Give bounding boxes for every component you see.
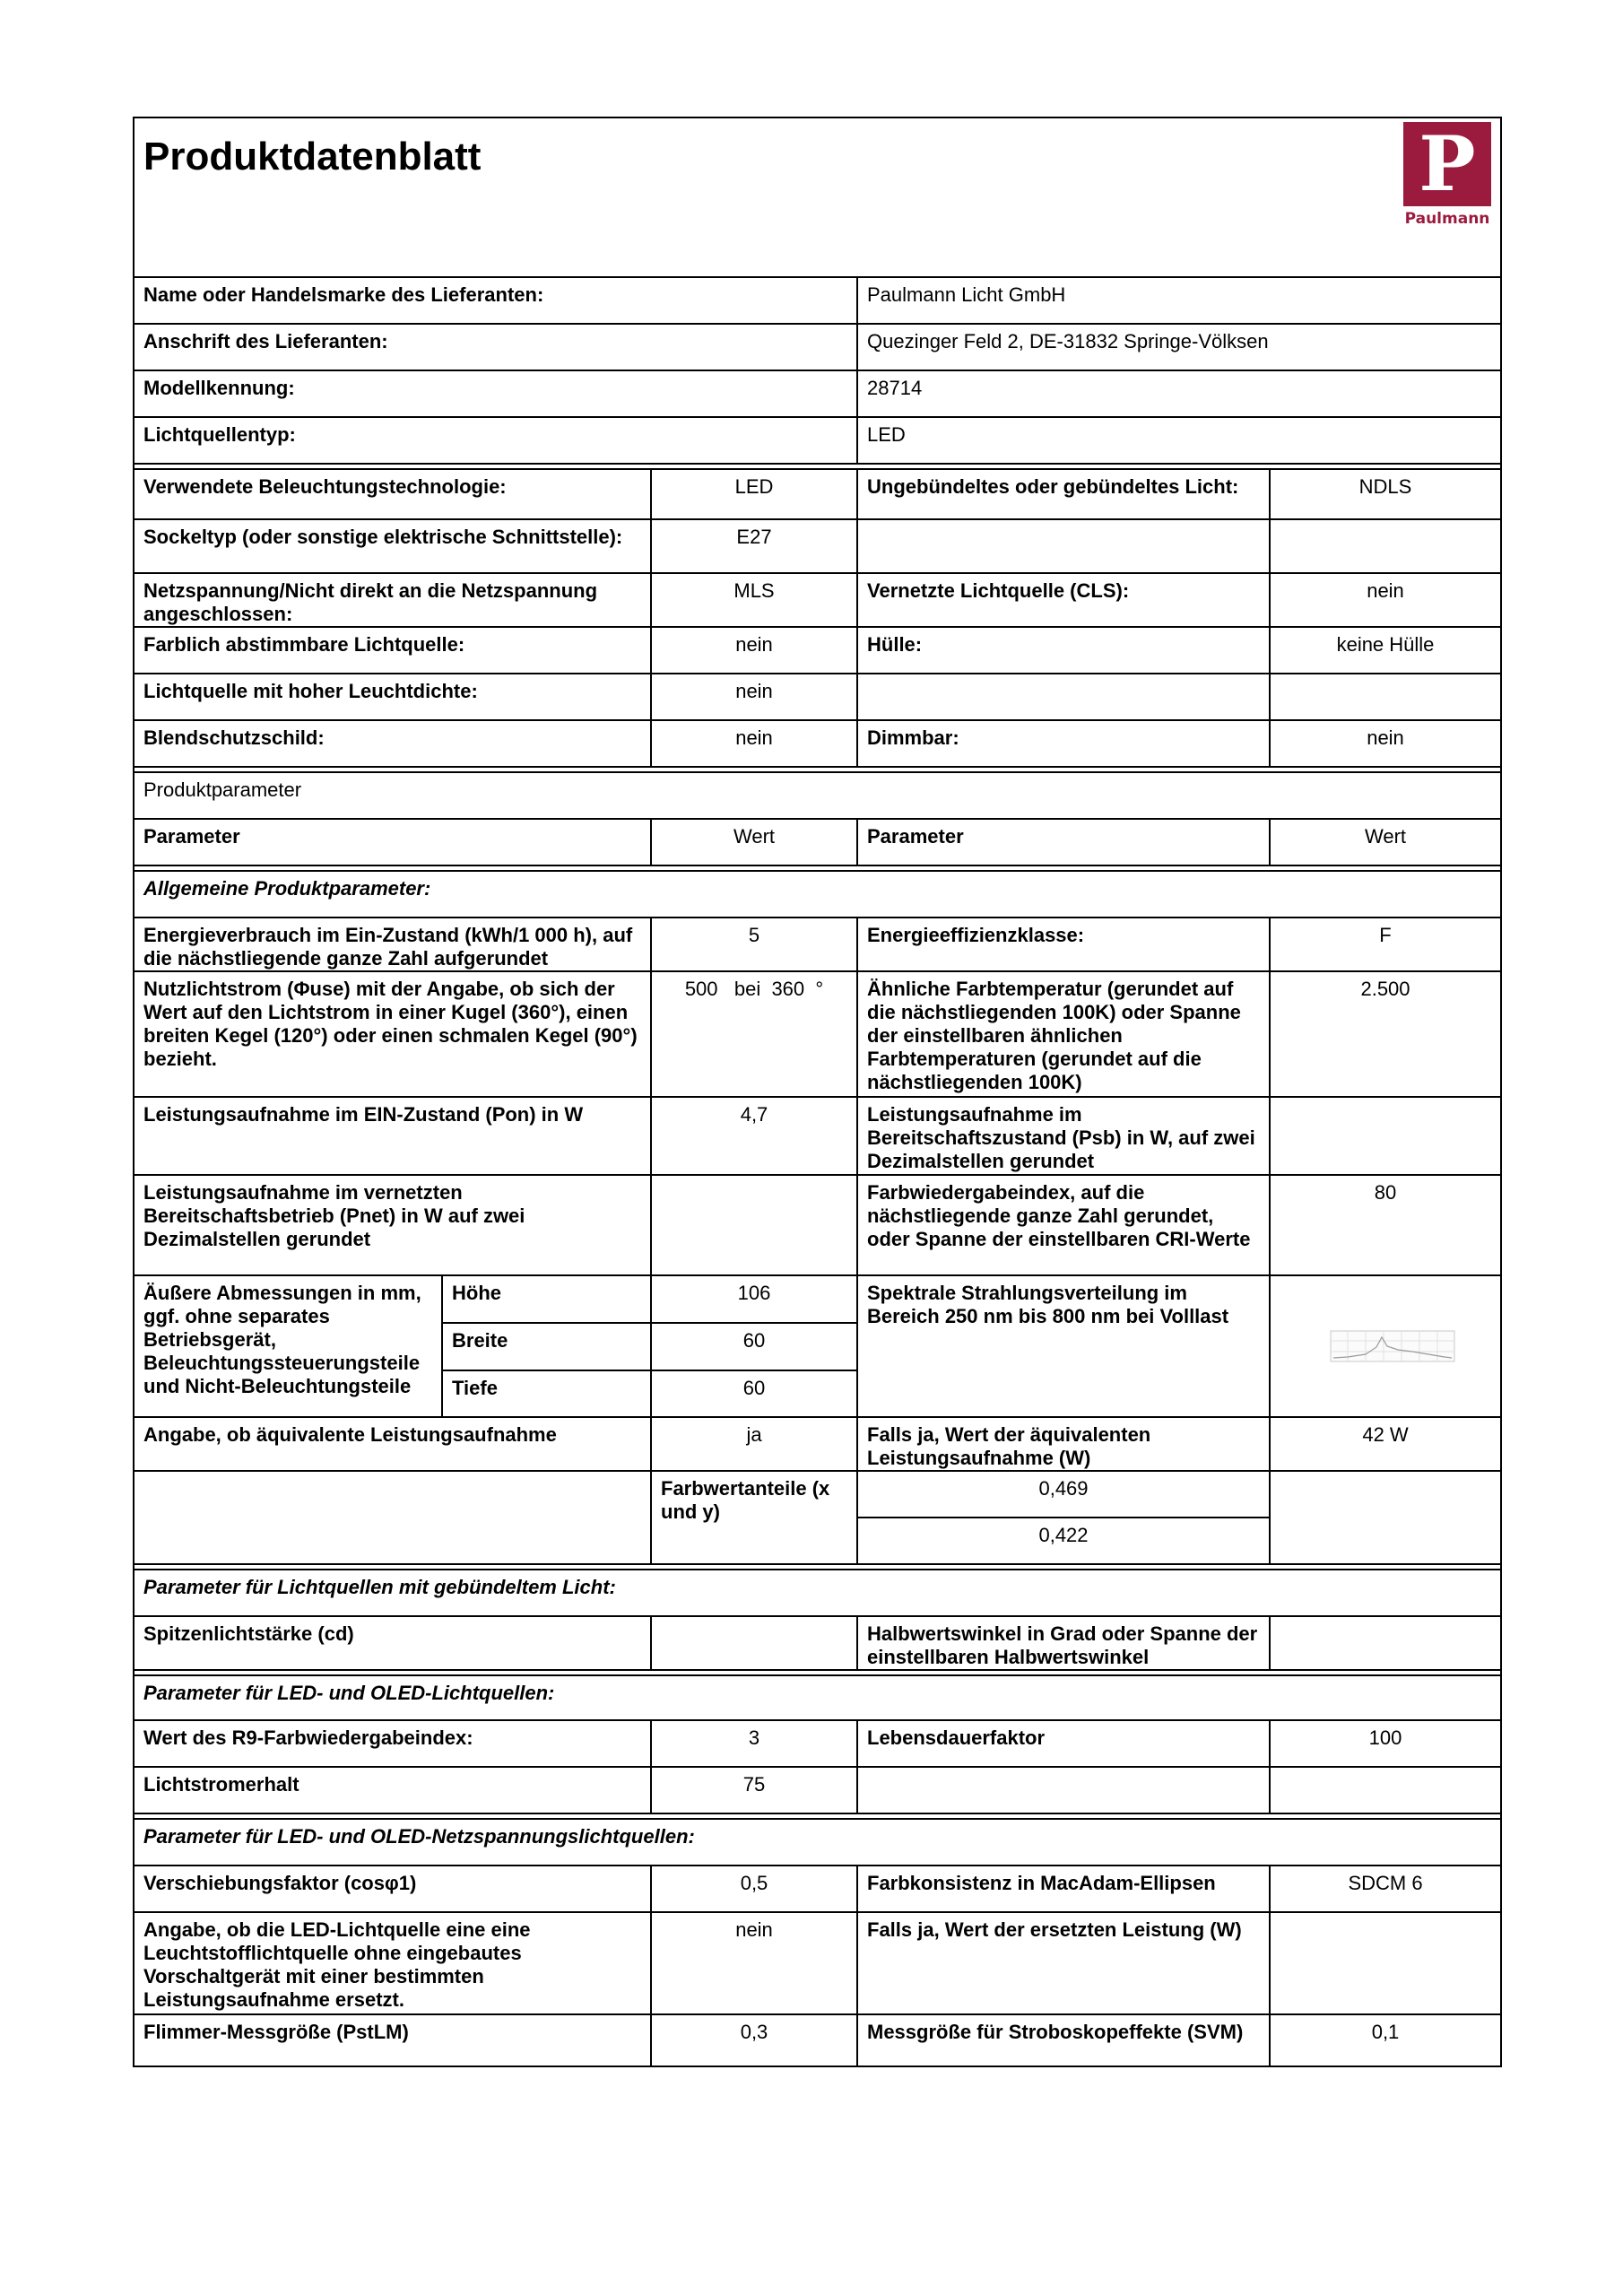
dimensions-label: Äußere Abmessungen in mm, ggf. ohne separates Betriebsgerät, Beleuchtungssteuerungsteile und Nicht-Beleuchtungsteile <box>134 1275 442 1417</box>
general-value: MLS <box>651 573 857 627</box>
paulmann-logo: P Paulmann <box>1403 122 1491 235</box>
spectral-distribution-label: Spektrale Strahlungsverteilung im Bereich 250 nm bis 800 nm bei Volllast <box>857 1275 1270 1417</box>
general-label: Hülle: <box>857 627 1270 674</box>
chromaticity-x: 0,469 <box>857 1471 1270 1518</box>
spectral-distribution-thumbnail <box>1330 1330 1455 1362</box>
general-value: NDLS <box>1270 469 1501 519</box>
product-datasheet <box>133 117 1500 2067</box>
param-value <box>1270 1616 1501 1670</box>
column-header-value: Wert <box>651 819 857 865</box>
param-label: Lichtstromerhalt <box>134 1767 651 1813</box>
title-cell <box>134 117 1501 277</box>
dimension-name: Tiefe <box>442 1370 651 1417</box>
param-label: Leistungsaufnahme im EIN-Zustand (Pon) in W <box>134 1097 651 1175</box>
param-value: 0,3 <box>651 2014 857 2066</box>
dimension-value: 106 <box>651 1275 857 1323</box>
param-value <box>1270 1097 1501 1175</box>
param-value <box>651 1616 857 1670</box>
dimension-value: 60 <box>651 1323 857 1370</box>
chromaticity-y: 0,422 <box>857 1518 1270 1564</box>
param-label: Energieeffizienzklasse: <box>857 918 1270 971</box>
param-value: 2.500 <box>1270 971 1501 1097</box>
param-value: 0,1 <box>1270 2014 1501 2066</box>
param-label: Ähnliche Farbtemperatur (gerundet auf die nächstliegenden 100K) oder Spanne der einstellbaren ähnlichen Farbtemperaturen (gerundet auf die nächstliegenden 100K) <box>857 971 1270 1097</box>
section-heading-general: Allgemeine Produktparameter: <box>134 871 1501 918</box>
column-header-parameter: Parameter <box>134 819 651 865</box>
product-parameters-heading: Produktparameter <box>134 772 1501 819</box>
light-source-type-value: LED <box>857 417 1501 464</box>
dimension-name: Höhe <box>442 1275 651 1323</box>
dimension-value: 60 <box>651 1370 857 1417</box>
chromaticity-blank <box>1270 1471 1501 1564</box>
param-label <box>857 1767 1270 1813</box>
param-label: Farbkonsistenz in MacAdam-Ellipsen <box>857 1866 1270 1912</box>
param-value <box>651 1175 857 1275</box>
equivalent-wattage-label: Falls ja, Wert der äquivalenten Leistungsaufnahme (W) <box>857 1417 1270 1471</box>
general-value <box>1270 674 1501 720</box>
param-value: SDCM 6 <box>1270 1866 1501 1912</box>
param-value <box>1270 1912 1501 2014</box>
equivalent-power-label: Angabe, ob äquivalente Leistungsaufnahme <box>134 1417 651 1471</box>
section-heading-directional: Parameter für Lichtquellen mit gebündeltem Licht: <box>134 1570 1501 1616</box>
column-header-parameter: Parameter <box>857 819 1270 865</box>
param-label: Messgröße für Stroboskopeffekte (SVM) <box>857 2014 1270 2066</box>
general-value: nein <box>651 720 857 767</box>
section-heading-mains: Parameter für LED- und OLED-Netzspannungslichtquellen: <box>134 1819 1501 1866</box>
param-value: 100 <box>1270 1720 1501 1767</box>
general-label: Lichtquelle mit hoher Leuchtdichte: <box>134 674 651 720</box>
general-label: Vernetzte Lichtquelle (CLS): <box>857 573 1270 627</box>
brand-name: Paulmann <box>1404 210 1490 228</box>
general-value: keine Hülle <box>1270 627 1501 674</box>
chromaticity-blank <box>134 1471 651 1564</box>
general-value: nein <box>651 627 857 674</box>
general-value: E27 <box>651 519 857 573</box>
param-value: 4,7 <box>651 1097 857 1175</box>
param-label: Leistungsaufnahme im Bereitschaftszustand (Psb) in W, auf zwei Dezimalstellen gerundet <box>857 1097 1270 1175</box>
param-label: Halbwertswinkel in Grad oder Spanne der einstellbaren Halbwertswinkel <box>857 1616 1270 1670</box>
param-label: Energieverbrauch im Ein-Zustand (kWh/1 000 h), auf die nächstliegende ganze Zahl aufgerundet <box>134 918 651 971</box>
general-value: nein <box>1270 573 1501 627</box>
param-label: Spitzenlichtstärke (cd) <box>134 1616 651 1670</box>
datasheet-table <box>133 117 1502 2067</box>
param-value: 500 bei 360 ° <box>651 971 857 1097</box>
general-label <box>857 674 1270 720</box>
param-label: Angabe, ob die LED-Lichtquelle eine eine Leuchtstofflichtquelle ohne eingebautes Vorschaltgerät mit einer bestimmten Leistungsaufnahme ersetzt. <box>134 1912 651 2014</box>
page-title: Produktdatenblatt <box>143 135 482 178</box>
supplier-address-label: Anschrift des Lieferanten: <box>134 324 857 370</box>
general-label: Netzspannung/Nicht direkt an die Netzspannung angeschlossen: <box>134 573 651 627</box>
equivalent-wattage-value: 42 W <box>1270 1417 1501 1471</box>
param-label: Lebensdauerfaktor <box>857 1720 1270 1767</box>
general-value: nein <box>1270 720 1501 767</box>
general-value: LED <box>651 469 857 519</box>
general-value <box>1270 519 1501 573</box>
dimension-name: Breite <box>442 1323 651 1370</box>
general-label: Farblich abstimmbare Lichtquelle: <box>134 627 651 674</box>
general-value: nein <box>651 674 857 720</box>
chromaticity-label: Farbwertanteile (x und y) <box>651 1471 857 1564</box>
param-label: Verschiebungsfaktor (cosφ1) <box>134 1866 651 1912</box>
general-label <box>857 519 1270 573</box>
model-id-label: Modellkennung: <box>134 370 857 417</box>
general-label: Verwendete Beleuchtungstechnologie: <box>134 469 651 519</box>
model-id-value: 28714 <box>857 370 1501 417</box>
param-label: Leistungsaufnahme im vernetzten Bereitschaftsbetrieb (Pnet) in W auf zwei Dezimalstellen gerundet <box>134 1175 651 1275</box>
param-value: F <box>1270 918 1501 971</box>
general-label: Blendschutzschild: <box>134 720 651 767</box>
column-header-value: Wert <box>1270 819 1501 865</box>
equivalent-power-value: ja <box>651 1417 857 1471</box>
supplier-name-value: Paulmann Licht GmbH <box>857 277 1501 324</box>
light-source-type-label: Lichtquellentyp: <box>134 417 857 464</box>
param-label: Wert des R9-Farbwiedergabeindex: <box>134 1720 651 1767</box>
param-value: 3 <box>651 1720 857 1767</box>
spectral-distribution-cell <box>1270 1275 1501 1417</box>
param-value: 80 <box>1270 1175 1501 1275</box>
general-label: Sockeltyp (oder sonstige elektrische Schnittstelle): <box>134 519 651 573</box>
section-heading-led: Parameter für LED- und OLED-Lichtquellen: <box>134 1675 1501 1720</box>
param-value <box>1270 1767 1501 1813</box>
param-label: Flimmer-Messgröße (PstLM) <box>134 2014 651 2066</box>
param-value: 0,5 <box>651 1866 857 1912</box>
supplier-name-label: Name oder Handelsmarke des Lieferanten: <box>134 277 857 324</box>
general-label: Dimmbar: <box>857 720 1270 767</box>
param-value: 75 <box>651 1767 857 1813</box>
param-label: Nutzlichtstrom (Φuse) mit der Angabe, ob sich der Wert auf den Lichtstrom in einer Kugel (360°), einen breiten Kegel (120°) oder einen schmalen Kegel (90°) bezieht. <box>134 971 651 1097</box>
param-label: Farbwiedergabeindex, auf die nächstliegende ganze Zahl gerundet, oder Spanne der einstellbaren CRI-Werte <box>857 1175 1270 1275</box>
param-value: nein <box>651 1912 857 2014</box>
param-value: 5 <box>651 918 857 971</box>
general-label: Ungebündeltes oder gebündeltes Licht: <box>857 469 1270 519</box>
supplier-address-value: Quezinger Feld 2, DE-31832 Springe-Völksen <box>857 324 1501 370</box>
param-label: Falls ja, Wert der ersetzten Leistung (W) <box>857 1912 1270 2014</box>
